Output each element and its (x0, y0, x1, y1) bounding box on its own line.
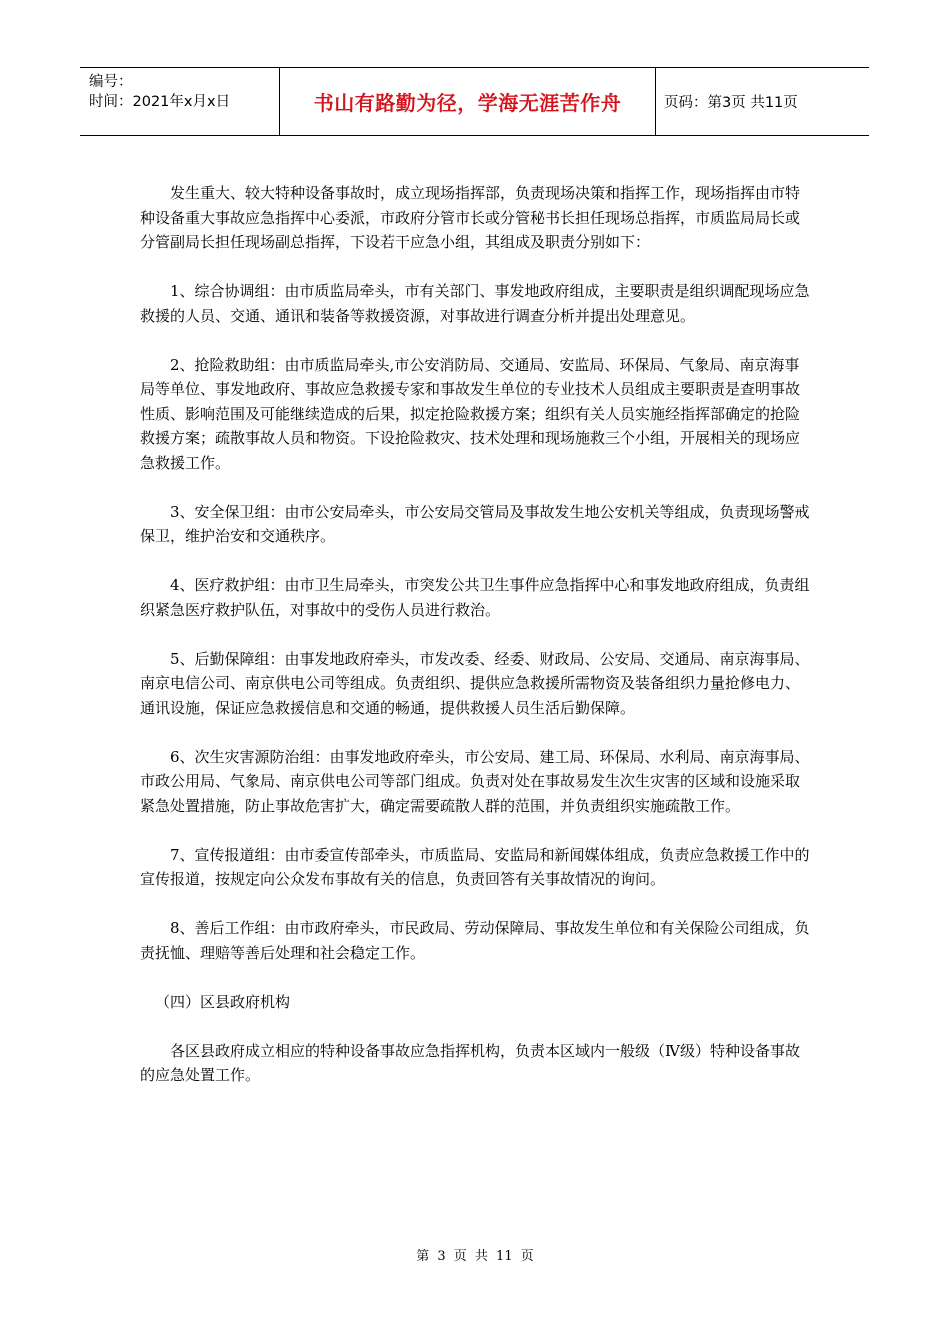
paragraph-aftermath-group: 8、善后工作组：由市政府牵头，市民政局、劳动保障局、事故发生单位和有关保险公司组成，负责抚恤、理赔等善后处理和社会稳定工作。 (140, 919, 810, 962)
header-page-info: 页码：第3页 共11页 (664, 95, 798, 111)
paragraph-logistics-group: 5、后勤保障组：由事发地政府牵头，市发改委、经委、财政局、公安局、交通局、南京海事局、南京电信公司、南京供电公司等组成。负责组织、提供应急救援所需物资及装备组织力量抢修电力、通讯设施，保证应急救援信息和交通的畅通，提供救援人员生活后勤保障。 (140, 649, 810, 717)
page-header (80, 67, 869, 136)
paragraph-rescue-group: 2、抢险救助组：由市质监局牵头,市公安消防局、交通局、安监局、环保局、气象局、南京海事局等单位、事发地政府、事故应急救援专家和事故发生单位的专业技术人员组成主要职责是查明事故性质、影响范围及可能继续造成的后果，拟定抢险救援方案；组织有关人员实施经指挥部确定的抢险救援方案；疏散事故人员和物资。下设抢险救灾、技术处理和现场施救三个小组，开展相关的现场应急救援工作。 (140, 355, 801, 472)
intro-paragraph: 发生重大、较大特种设备事故时，成立现场指挥部，负责现场决策和指挥工作，现场指挥由市特种设备重大事故应急指挥中心委派，市政府分管市长或分管秘书长担任现场总指挥，市质监局局长或分管副局长担任现场副总指挥，下设若干应急小组，其组成及职责分别如下： (140, 184, 801, 251)
paragraph-medical-group: 4、医疗救护组：由市卫生局牵头，市突发公共卫生事件应急指挥中心和事发地政府组成，负责组织紧急医疗救护队伍，对事故中的受伤人员进行救治。 (140, 576, 810, 619)
document-body (140, 181, 812, 1112)
header-motto: 书山有路勤为径，学海无涯苦作舟 (280, 68, 656, 135)
document-time-label: 时间：2021年x月x日 (89, 94, 231, 110)
paragraph-secondary-hazard-group: 6、次生灾害源防治组：由事发地政府牵头，市公安局、建工局、环保局、水利局、南京海事局、市政公用局、气象局、南京供电公司等部门组成。负责对处在事故易发生次生灾害的区域和设施采取紧急处置措施，防止事故危害扩大，确定需要疏散人群的范围，并负责组织实施疏散工作。 (140, 747, 810, 815)
header-meta (80, 68, 280, 135)
document-number-label: 编号： (89, 74, 133, 90)
page-footer: 第 3 页 共 11 页 (416, 1249, 534, 1264)
section-heading: （四）区县政府机构 (155, 992, 291, 1011)
paragraph-security-group: 3、安全保卫组：由市公安局牵头，市公安局交管局及事故发生地公安机关等组成，负责现场警戒保卫，维护治安和交通秩序。 (140, 502, 810, 545)
closing-paragraph: 各区县政府成立相应的特种设备事故应急指挥机构，负责本区域内一般级（Ⅳ级）特种设备事故的应急处置工作。 (140, 1041, 800, 1084)
paragraph-coordination-group: 1、综合协调组：由市质监局牵头，市有关部门、事发地政府组成，主要职责是组织调配现场应急救援的人员、交通、通讯和装备等救援资源，对事故进行调查分析并提出处理意见。 (140, 282, 810, 325)
paragraph-publicity-group: 7、宣传报道组：由市委宣传部牵头，市质监局、安监局和新闻媒体组成，负责应急救援工作中的宣传报道，按规定向公众发布事故有关的信息，负责回答有关事故情况的询问。 (140, 845, 810, 888)
